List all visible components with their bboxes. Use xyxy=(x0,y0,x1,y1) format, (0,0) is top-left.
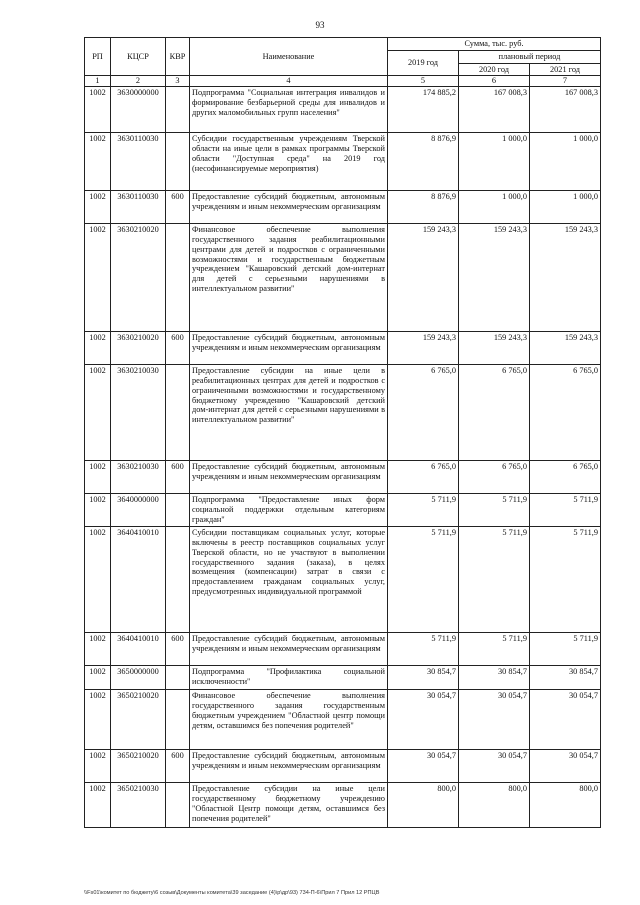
cell-2021: 159 243,3 xyxy=(530,332,601,365)
cell-rp: 1002 xyxy=(85,224,111,332)
cell-kvr xyxy=(166,224,190,332)
header-kcsr: КЦСР xyxy=(111,38,166,76)
column-number: 7 xyxy=(530,76,601,87)
cell-rp: 1002 xyxy=(85,783,111,828)
cell-kvr: 600 xyxy=(166,332,190,365)
cell-kvr xyxy=(166,87,190,133)
table-row xyxy=(85,633,601,666)
cell-name: Субсидии поставщикам социальных услуг, которые включены в реестр поставщиков социальных услуг Тверской области, но не участвуют в выполнении государственного задания (заказа), в целях возмещения (компенсации) затрат в связи с предоставлением гражданам социальных услуг, предусмотренных индивидуальной программой xyxy=(190,527,388,633)
cell-2021: 1 000,0 xyxy=(530,191,601,224)
table-row xyxy=(85,365,601,461)
cell-2021: 6 765,0 xyxy=(530,461,601,494)
cell-kvr xyxy=(166,783,190,828)
cell-2021: 1 000,0 xyxy=(530,133,601,191)
cell-kcsr: 3630000000 xyxy=(111,87,166,133)
cell-2020: 1 000,0 xyxy=(459,133,530,191)
header-sum: Сумма, тыс. руб. xyxy=(388,38,601,51)
cell-kcsr: 3640000000 xyxy=(111,494,166,527)
table-row xyxy=(85,666,601,690)
cell-2020: 6 765,0 xyxy=(459,461,530,494)
cell-kcsr: 3630210020 xyxy=(111,332,166,365)
budget-table xyxy=(84,37,601,828)
cell-rp: 1002 xyxy=(85,690,111,750)
cell-name: Предоставление субсидий бюджетным, автономным учреждениям и иным некоммерческим организациям xyxy=(190,332,388,365)
cell-kcsr: 3650210020 xyxy=(111,750,166,783)
cell-kcsr: 3630210030 xyxy=(111,365,166,461)
cell-rp: 1002 xyxy=(85,494,111,527)
cell-name: Финансовое обеспечение выполнения государственного задания государственным бюджетным учреждением "Областной центр помощи детям, оставшимся без попечения родителей" xyxy=(190,690,388,750)
cell-2019: 5 711,9 xyxy=(388,494,459,527)
cell-name: Предоставление субсидий бюджетным, автономным учреждениям и иным некоммерческим организациям xyxy=(190,750,388,783)
column-number: 4 xyxy=(190,76,388,87)
cell-name: Подпрограмма "Профилактика социальной исключенности" xyxy=(190,666,388,690)
cell-2020: 6 765,0 xyxy=(459,365,530,461)
cell-rp: 1002 xyxy=(85,87,111,133)
column-numbers-row xyxy=(85,76,601,87)
column-number: 1 xyxy=(85,76,111,87)
cell-kcsr: 3650210030 xyxy=(111,783,166,828)
cell-rp: 1002 xyxy=(85,633,111,666)
cell-2019: 8 876,9 xyxy=(388,191,459,224)
column-number: 6 xyxy=(459,76,530,87)
cell-kcsr: 3630210030 xyxy=(111,461,166,494)
header-rp: РП xyxy=(85,38,111,76)
table-row xyxy=(85,332,601,365)
cell-kcsr: 3640410010 xyxy=(111,633,166,666)
cell-kcsr: 3650210020 xyxy=(111,690,166,750)
cell-name: Предоставление субсидии на иные цели государственному бюджетному учреждению "Областной Центр помощи детям, оставшимся без попечения родителей" xyxy=(190,783,388,828)
cell-name: Предоставление субсидий бюджетным, автономным учреждениям и иным некоммерческим организациям xyxy=(190,191,388,224)
header-2020: 2020 год xyxy=(459,63,530,76)
cell-rp: 1002 xyxy=(85,750,111,783)
cell-name: Предоставление субсидий бюджетным, автономным учреждениям и иным некоммерческим организациям xyxy=(190,633,388,666)
cell-name: Финансовое обеспечение выполнения государственного задания реабилитационными центрами для детей и подростков с ограниченными возможностями и государственным бюджетным учреждением "Кашаровский детский дом-интернат для детей с серьезными нарушениями в интеллектуальном развитии" xyxy=(190,224,388,332)
column-number: 2 xyxy=(111,76,166,87)
cell-2021: 30 054,7 xyxy=(530,750,601,783)
cell-2019: 5 711,9 xyxy=(388,527,459,633)
cell-rp: 1002 xyxy=(85,666,111,690)
cell-kvr: 600 xyxy=(166,191,190,224)
cell-2021: 167 008,3 xyxy=(530,87,601,133)
cell-kcsr: 3630110030 xyxy=(111,133,166,191)
header-planned-period: плановый период xyxy=(459,50,601,63)
cell-name: Предоставление субсидии на иные цели в реабилитационных центрах для детей и подростков с ограниченными возможностями и государственному бюджетному учреждению "Кашаровский детский дом-интернат для детей с серьезными нарушениями в интеллектуальном развитии" xyxy=(190,365,388,461)
header-2019: 2019 год xyxy=(388,50,459,76)
cell-kvr: 600 xyxy=(166,633,190,666)
cell-kvr: 600 xyxy=(166,461,190,494)
table-row xyxy=(85,783,601,828)
cell-2021: 5 711,9 xyxy=(530,633,601,666)
table-row xyxy=(85,191,601,224)
column-number: 3 xyxy=(166,76,190,87)
table-row xyxy=(85,461,601,494)
cell-2021: 5 711,9 xyxy=(530,494,601,527)
cell-kcsr: 3650000000 xyxy=(111,666,166,690)
cell-2019: 159 243,3 xyxy=(388,224,459,332)
table-header xyxy=(85,38,601,87)
cell-kcsr: 3630210020 xyxy=(111,224,166,332)
cell-kvr xyxy=(166,527,190,633)
page-number: 93 xyxy=(315,20,325,30)
cell-rp: 1002 xyxy=(85,332,111,365)
cell-2019: 800,0 xyxy=(388,783,459,828)
cell-2021: 30 854,7 xyxy=(530,666,601,690)
header-kvr: КВР xyxy=(166,38,190,76)
cell-2019: 8 876,9 xyxy=(388,133,459,191)
header-2021: 2021 год xyxy=(530,63,601,76)
cell-2020: 5 711,9 xyxy=(459,527,530,633)
cell-rp: 1002 xyxy=(85,191,111,224)
cell-2020: 800,0 xyxy=(459,783,530,828)
cell-2019: 159 243,3 xyxy=(388,332,459,365)
header-name: Наименование xyxy=(190,38,388,76)
cell-2019: 174 885,2 xyxy=(388,87,459,133)
cell-2021: 159 243,3 xyxy=(530,224,601,332)
table-row xyxy=(85,224,601,332)
column-number: 5 xyxy=(388,76,459,87)
cell-2020: 5 711,9 xyxy=(459,494,530,527)
cell-2020: 159 243,3 xyxy=(459,224,530,332)
table-row xyxy=(85,690,601,750)
cell-kvr xyxy=(166,666,190,690)
cell-2020: 30 854,7 xyxy=(459,666,530,690)
cell-kcsr: 3630110030 xyxy=(111,191,166,224)
cell-2020: 167 008,3 xyxy=(459,87,530,133)
cell-2019: 6 765,0 xyxy=(388,365,459,461)
footer-file-path: \\Fs01\комитет по бюджету\6 созыв\Документы комитета\39 заседание (4)\р\др\93) 734-П-6\Прил 7 Прил 12 РПЦВ xyxy=(84,890,380,896)
table-row xyxy=(85,87,601,133)
cell-name: Субсидии государственным учреждениям Тверской области на иные цели в рамках программы Тверской области "Доступная среда" на 2019 год (несофинансируемые мероприятия) xyxy=(190,133,388,191)
cell-2019: 30 854,7 xyxy=(388,666,459,690)
cell-name: Подпрограмма "Предоставление иных форм социальной поддержки отдельным категориям граждан" xyxy=(190,494,388,527)
cell-rp: 1002 xyxy=(85,365,111,461)
table-row xyxy=(85,527,601,633)
cell-name: Подпрограмма "Социальная интеграция инвалидов и формирование безбарьерной среды для инвалидов и других маломобильных групп населения" xyxy=(190,87,388,133)
cell-2020: 30 054,7 xyxy=(459,690,530,750)
cell-rp: 1002 xyxy=(85,133,111,191)
cell-kcsr: 3640410010 xyxy=(111,527,166,633)
cell-2021: 6 765,0 xyxy=(530,365,601,461)
cell-2020: 159 243,3 xyxy=(459,332,530,365)
cell-name: Предоставление субсидий бюджетным, автономным учреждениям и иным некоммерческим организациям xyxy=(190,461,388,494)
cell-rp: 1002 xyxy=(85,527,111,633)
cell-2021: 800,0 xyxy=(530,783,601,828)
table-row xyxy=(85,133,601,191)
cell-2019: 5 711,9 xyxy=(388,633,459,666)
cell-2019: 6 765,0 xyxy=(388,461,459,494)
cell-2020: 5 711,9 xyxy=(459,633,530,666)
cell-kvr xyxy=(166,133,190,191)
cell-2020: 1 000,0 xyxy=(459,191,530,224)
cell-kvr: 600 xyxy=(166,750,190,783)
cell-2019: 30 054,7 xyxy=(388,750,459,783)
cell-2019: 30 054,7 xyxy=(388,690,459,750)
table-row xyxy=(85,750,601,783)
cell-kvr xyxy=(166,494,190,527)
table-body xyxy=(85,87,601,828)
cell-2021: 30 054,7 xyxy=(530,690,601,750)
cell-rp: 1002 xyxy=(85,461,111,494)
cell-kvr xyxy=(166,690,190,750)
cell-kvr xyxy=(166,365,190,461)
cell-2021: 5 711,9 xyxy=(530,527,601,633)
cell-2020: 30 054,7 xyxy=(459,750,530,783)
table-row xyxy=(85,494,601,527)
